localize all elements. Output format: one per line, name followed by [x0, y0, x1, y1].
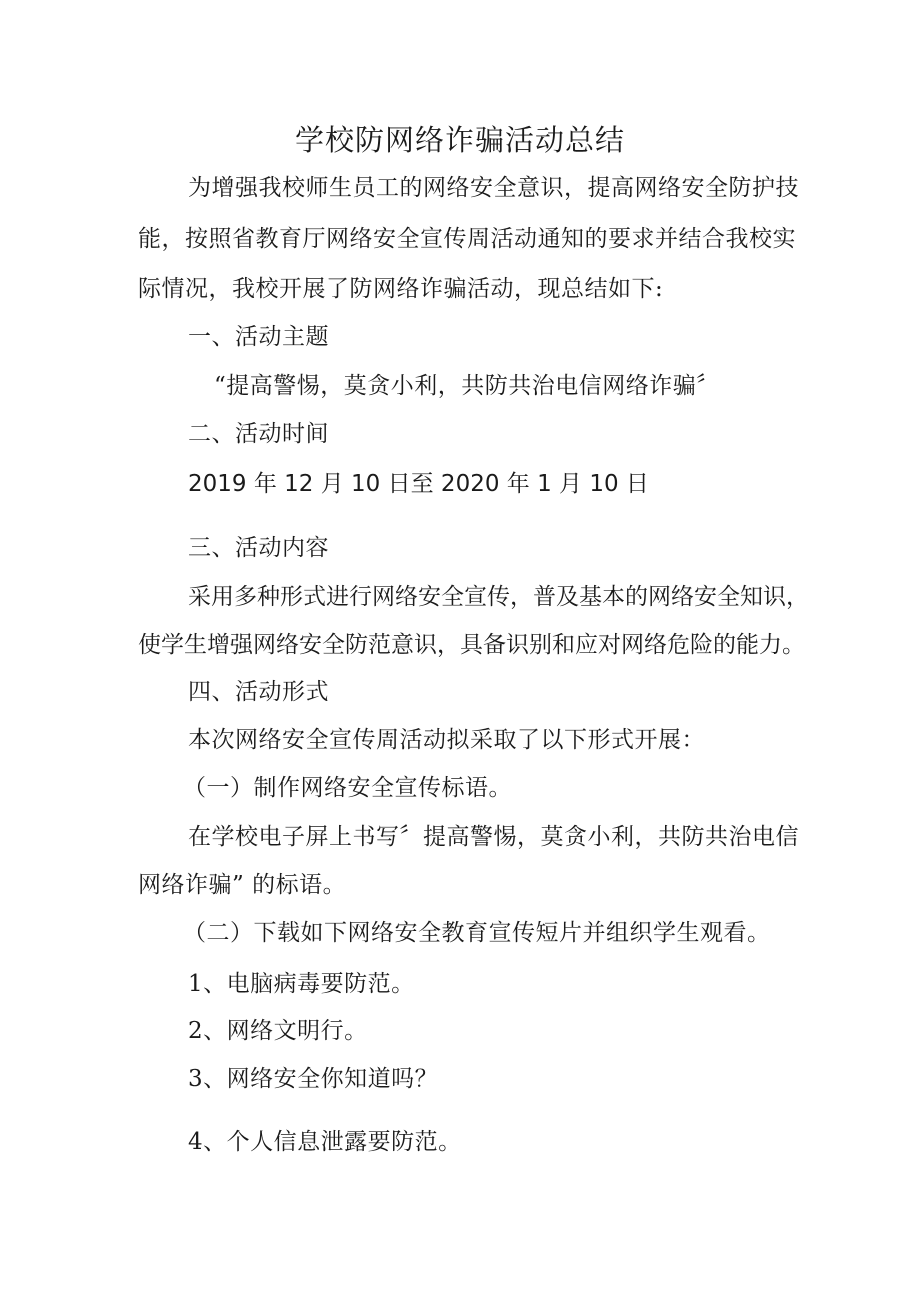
video-list-item: 2、网络文明行。 [188, 1018, 368, 1044]
form-item-1-line-2: 网络诈骗” 的标语。 [138, 872, 347, 898]
section-heading-time: 二、活动时间 [188, 421, 329, 447]
form-item-1-heading: （一）制作网络安全宣传标语。 [183, 775, 512, 801]
theme-slogan: “提高警惕，莫贪小利，共防共治电信网络诈骗〞 [214, 373, 720, 399]
activity-date-range: 2019 年 12 月 10 日至 2020 年 1 月 10 日 [188, 471, 649, 497]
video-list-item: 4、个人信息泄露要防范。 [188, 1129, 462, 1155]
intro-line-1: 为增强我校师生员工的网络安全意识，提高网络安全防护技 [188, 175, 799, 201]
form-item-2-heading: （二）下载如下网络安全教育宣传短片并组织学生观看。 [183, 920, 771, 946]
intro-line-2: 能，按照省教育厅网络安全宣传周活动通知的要求并结合我校实 [138, 226, 796, 252]
form-item-1-line-1: 在学校电子屏上书写〞提高警惕，莫贪小利，共防共治电信 [188, 824, 799, 850]
section-heading-form: 四、活动形式 [188, 679, 329, 705]
content-line-1: 采用多种形式进行网络安全宣传，普及基本的网络安全知识， [188, 584, 809, 610]
video-list-item: 1、电脑病毒要防范。 [188, 971, 415, 997]
section-heading-content: 三、活动内容 [188, 535, 329, 561]
video-list-item: 3、网络安全你知道吗？ [188, 1066, 439, 1092]
form-intro: 本次网络安全宣传周活动拟采取了以下形式开展： [188, 727, 705, 753]
section-heading-theme: 一、活动主题 [188, 324, 329, 350]
content-line-2: 使学生增强网络安全防范意识，具备识别和应对网络危险的能力。 [138, 632, 805, 658]
intro-line-3: 际情况，我校开展了防网络诈骗活动，现总结如下: [138, 276, 664, 302]
document-title: 学校防网络诈骗活动总结 [294, 123, 625, 157]
